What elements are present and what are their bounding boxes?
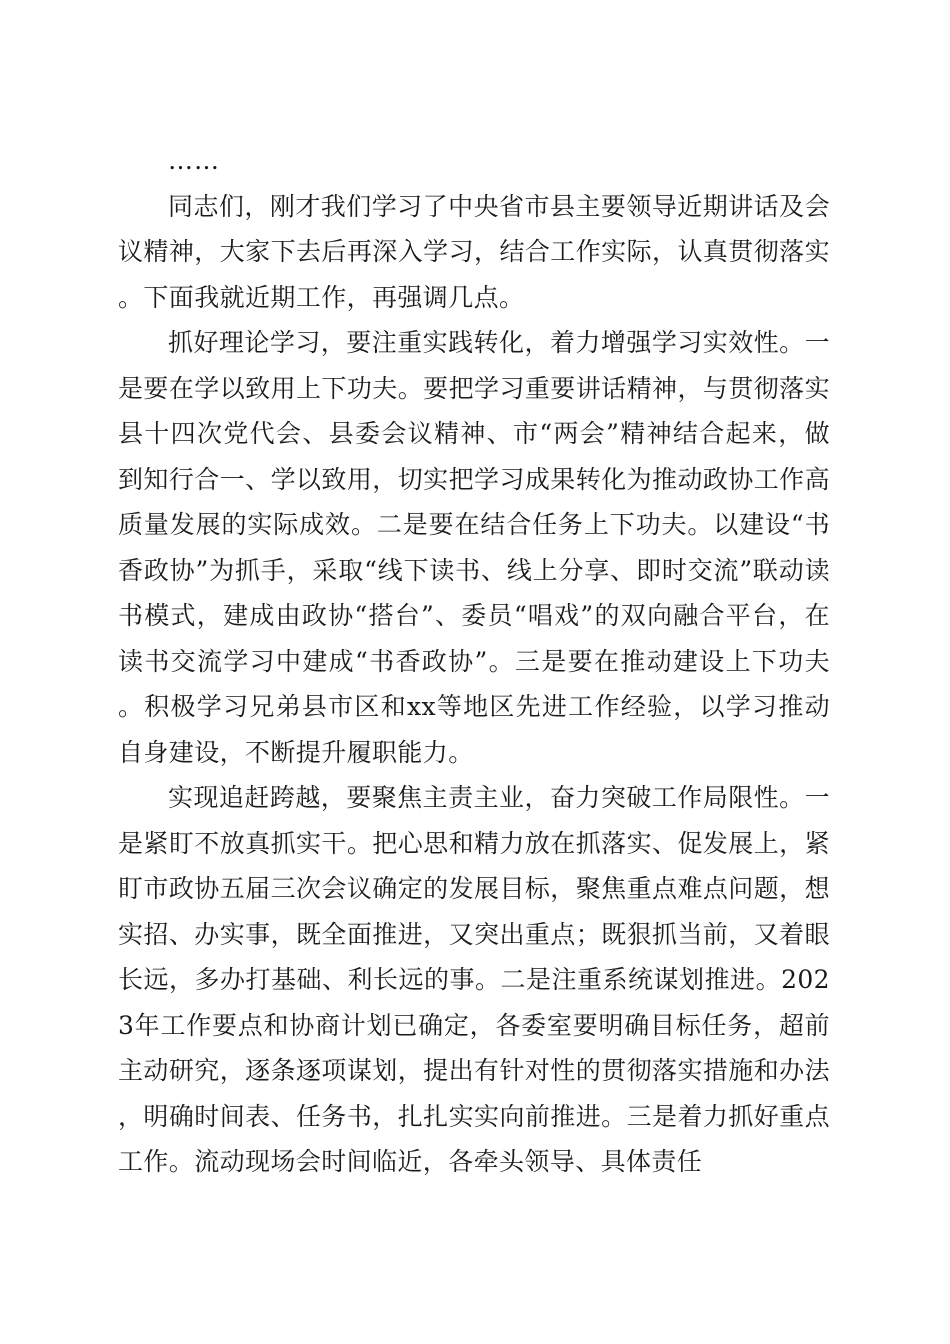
ellipsis-line: …… bbox=[168, 146, 220, 175]
paragraph-theory-study: 抓好理论学习，要注重实践转化，着力增强学习实效性。一是要在学以致用上下功夫。要把学习重要讲话精神，与贯彻落实县十四次党代会、县委会议精神、市“两会”精神结合起来，做到知行合一、学以致用，切实把学习成果转化为推动政协工作高质量发展的实际成效。二是要在结合任务上下功夫。以建设“书香政协”为抓手，采取“线下读书、线上分享、即时交流”联动读书模式，建成由政协“搭台”、委员“唱戏”的双向融合平台，在读书交流学习中建成“书香政协”。三是要在推动建设上下功夫。积极学习兄弟县市区和xx等地区先进工作经验，以学习推动自身建设，不断提升履职能力。 bbox=[118, 328, 830, 767]
paragraph-catch-up: 实现追赶跨越，要聚焦主责主业，奋力突破工作局限性。一是紧盯不放真抓实干。把心思和精力放在抓落实、促发展上，紧盯市政协五届三次会议确定的发展目标，聚焦重点难点问题，想实招、办实事，既全面推进，又突出重点；既狠抓当前，又着眼长远，多办打基础、利长远的事。二是注重系统谋划推进。2023年工作要点和协商计划已确定，各委室要明确目标任务，超前主动研究，逐条逐项谋划，提出有针对性的贯彻落实措施和办法，明确时间表、任务书，扎扎实实向前推进。三是着力抓好重点工作。流动现场会时间临近，各牵头领导、具体责任 bbox=[118, 783, 830, 1176]
document-body bbox=[118, 138, 830, 1185]
paragraph-opening: 同志们，刚才我们学习了中央省市县主要领导近期讲话及会议精神，大家下去后再深入学习，结合工作实际，认真贯彻落实。下面我就近期工作，再强调几点。 bbox=[118, 191, 830, 312]
